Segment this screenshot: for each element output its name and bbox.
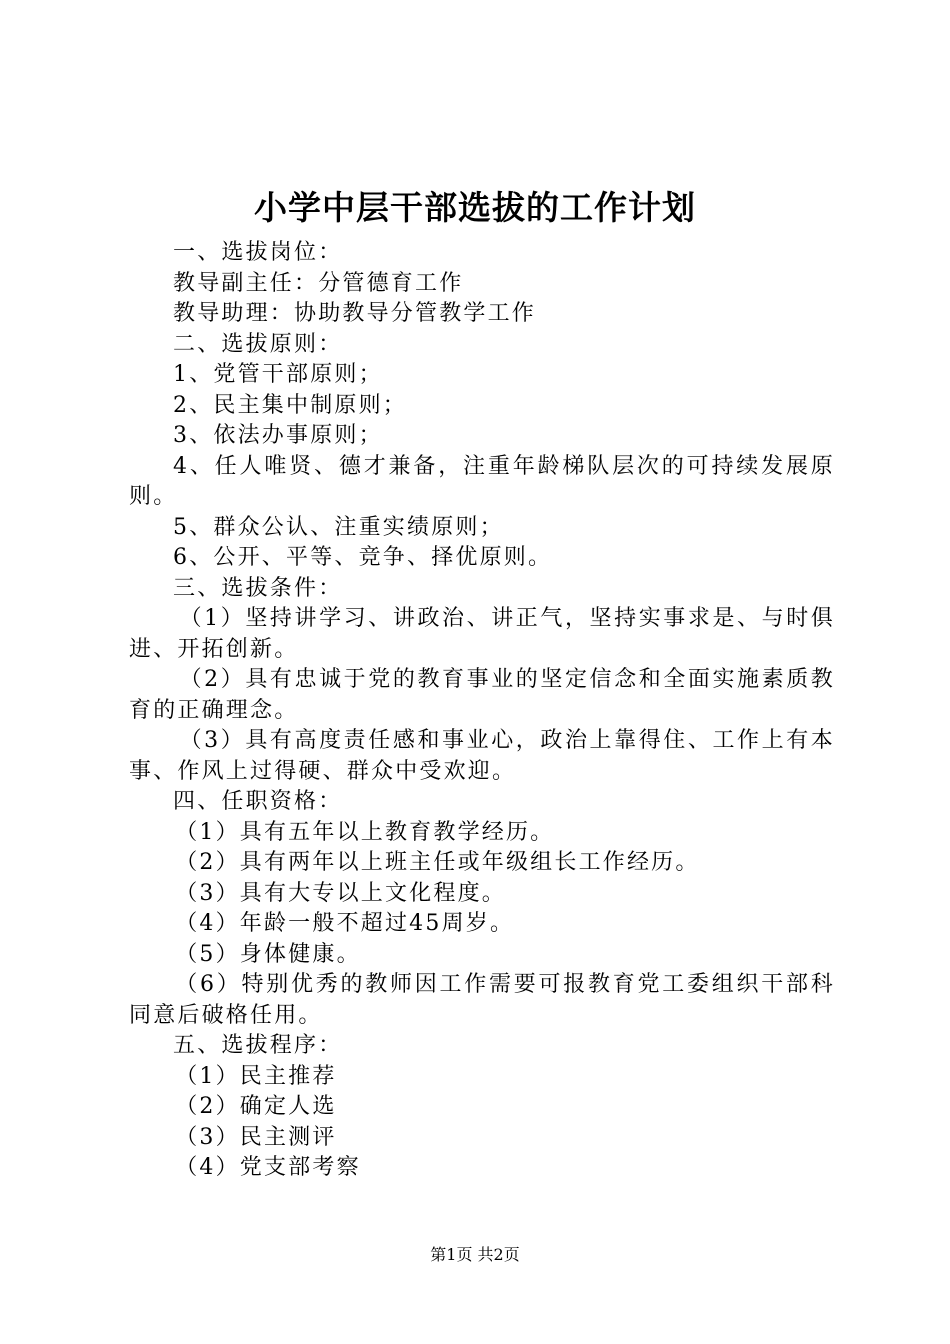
paragraph: （3）具有大专以上文化程度。 xyxy=(175,880,506,906)
paragraph: 3、依法办事原则； xyxy=(173,423,383,448)
paragraph: （4）党支部考察 xyxy=(175,1155,361,1180)
paragraph: （3）民主测评 xyxy=(175,1124,337,1150)
paragraph: （2）确定人选 xyxy=(175,1094,337,1119)
paragraph: 6、公开、平等、竞争、择优原则。 xyxy=(173,545,553,570)
section-heading: 一、选拔岗位： xyxy=(173,240,343,265)
paragraph: 1、党管干部原则； xyxy=(173,362,383,387)
section-heading: 三、选拔条件： xyxy=(173,575,343,601)
paragraph: （5）身体健康。 xyxy=(175,941,361,967)
paragraph: 教导副主任：分管德育工作 xyxy=(173,270,464,296)
section-heading: 五、选拔程序： xyxy=(173,1033,343,1058)
paragraph: （2）具有忠诚于党的教育事业的坚定信念和全面实施素质教育的正确理念。 xyxy=(129,667,835,723)
paragraph: （1）民主推荐 xyxy=(175,1063,337,1089)
section-heading: 二、选拔原则： xyxy=(173,331,343,357)
document-title: 小学中层干部选拔的工作计划 xyxy=(254,188,696,227)
paragraph: 4、任人唯贤、德才兼备，注重年龄梯队层次的可持续发展原则。 xyxy=(129,453,835,509)
paragraph: （2）具有两年以上班主任或年级组长工作经历。 xyxy=(175,850,700,875)
paragraph: （4）年龄一般不超过45周岁。 xyxy=(175,911,515,936)
paragraph: （1）坚持讲学习、讲政治、讲正气，坚持实事求是、与时俱进、开拓创新。 xyxy=(129,606,835,662)
paragraph: （3）具有高度责任感和事业心，政治上靠得住、工作上有本事、作风上过得硬、群众中受欢迎。 xyxy=(129,728,835,784)
paragraph: （1）具有五年以上教育教学经历。 xyxy=(175,819,555,845)
paragraph: （6）特别优秀的教师因工作需要可报教育党工委组织干部科同意后破格任用。 xyxy=(129,972,835,1028)
page-footer: 第1页 共2页 xyxy=(430,1245,520,1264)
paragraph: 5、群众公认、注重实绩原则； xyxy=(173,514,504,540)
document-body xyxy=(129,238,835,1184)
paragraph: 教导助理：协助教导分管教学工作 xyxy=(173,301,537,326)
paragraph: 2、民主集中制原则； xyxy=(173,392,407,418)
section-heading: 四、任职资格： xyxy=(173,789,343,814)
